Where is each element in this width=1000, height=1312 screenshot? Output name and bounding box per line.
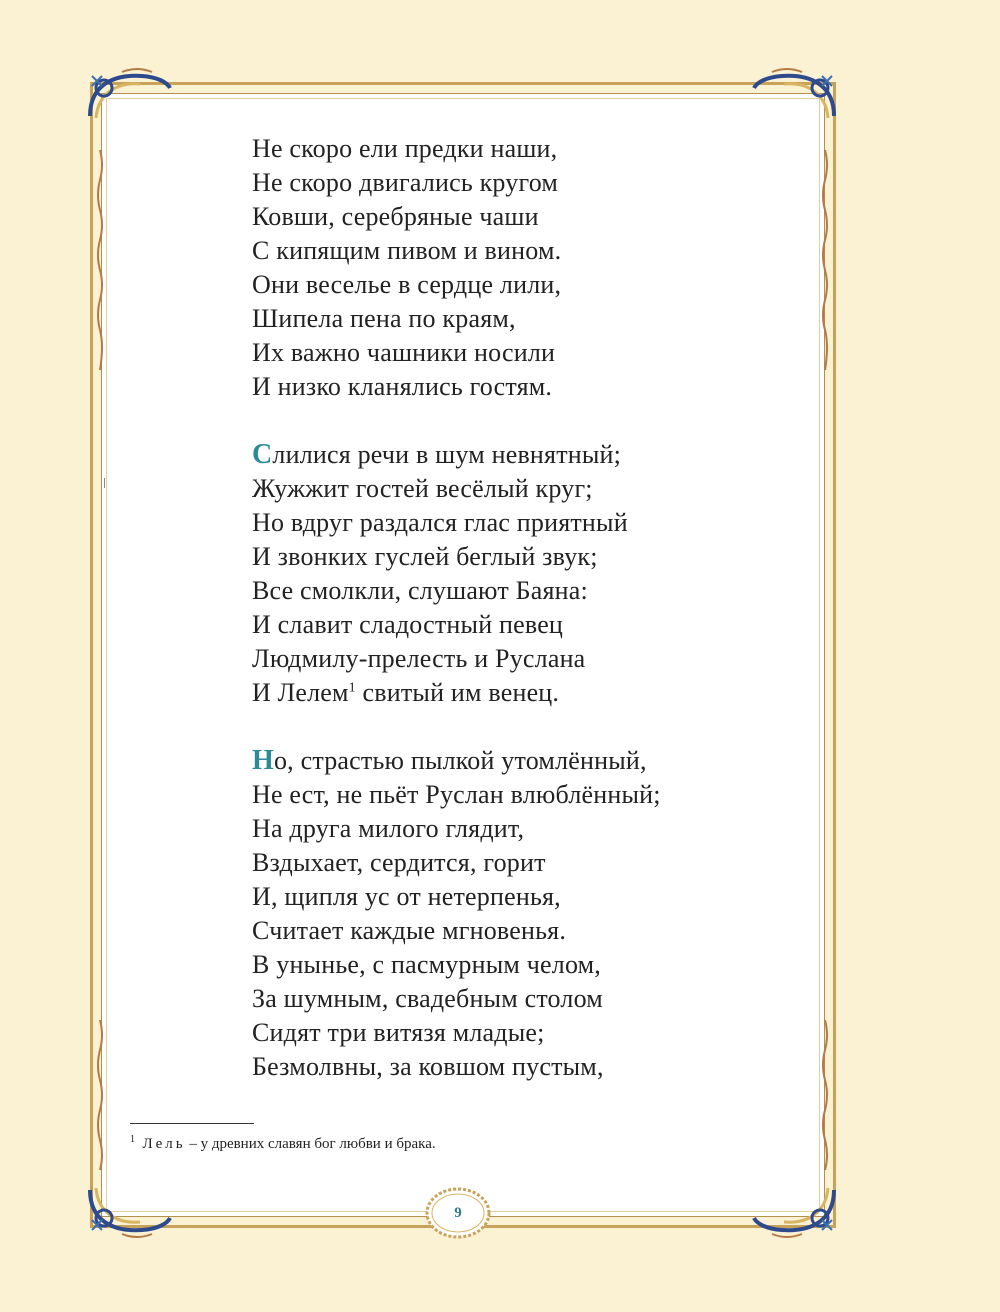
corner-ornament-bottom-left [82, 1180, 172, 1240]
poem-line: Не скоро двигались кругом [252, 168, 559, 197]
page-number: 9 [454, 1205, 462, 1221]
poem-line: И славит сладостный певец [252, 610, 564, 639]
poem-line: Не скоро ели предки наши, [252, 134, 558, 163]
stanza-1 [252, 132, 772, 404]
poem-line: И звонких гуслей беглый звук; [252, 542, 598, 571]
poem-line: В унынье, с пасмурным челом, [252, 950, 602, 979]
stanza-3 [252, 744, 772, 1084]
stanza-2 [252, 438, 772, 710]
corner-ornament-bottom-right [752, 1180, 842, 1240]
footnote-rule [130, 1123, 254, 1124]
chain-ornament-right-bottom [820, 1020, 830, 1170]
footnote-reference[interactable]: 1 [348, 680, 356, 696]
poem-text [252, 132, 772, 1118]
chain-ornament-left-top [95, 150, 105, 370]
corner-ornament-top-right [752, 66, 842, 126]
poem-line: Считает каждые мгновенья. [252, 916, 567, 945]
poem-line-last [252, 676, 772, 710]
poem-line: Безмолвны, за ковшом пустым, [252, 1052, 604, 1081]
poem-line-part: И Лелем [252, 678, 349, 707]
footnote-marker: 1 [130, 1134, 135, 1145]
poem-line: Все смолкли, слушают Баяна: [252, 576, 588, 605]
poem-line: Людмилу-прелесть и Руслана [252, 644, 586, 673]
poem-line: С кипящим пивом и вином. [252, 236, 562, 265]
drop-initial: Н [252, 745, 274, 776]
footnote [130, 1130, 436, 1154]
poem-line-rest: о, страстью пылкой утомлённый, [273, 746, 647, 775]
poem-line: И низко кланялись гостям. [252, 372, 553, 401]
corner-ornament-top-left [82, 66, 172, 126]
poem-line: Шипела пена по краям, [252, 304, 516, 333]
poem-line-first [252, 744, 772, 778]
poem-line: Ковши, серебряные чаши [252, 202, 539, 231]
poem-line-part: свитый им венец. [355, 678, 560, 707]
footnote-text: – у древних славян бог любви и брака. [185, 1136, 436, 1152]
poem-line: Вздыхает, сердится, горит [252, 848, 546, 877]
poem-line: Но вдруг раздался глас приятный [252, 508, 628, 537]
poem-line-rest: лилися речи в шум невнятный; [272, 440, 622, 469]
poem-line: На друга милого глядит, [252, 814, 525, 843]
poem-line: Они веселье в сердце лили, [252, 270, 562, 299]
chain-ornament-left-bottom [95, 1020, 105, 1170]
poem-line: Жужжит гостей весёлый круг; [252, 474, 593, 503]
edge-mark [104, 478, 105, 488]
drop-initial: С [252, 439, 273, 470]
poem-line: Сидят три витязя младые; [252, 1018, 545, 1047]
poem-line: Не ест, не пьёт Руслан влюблённый; [252, 780, 661, 809]
poem-line: Их важно чашники носили [252, 338, 556, 367]
footnote-term: Лель [142, 1136, 186, 1152]
poem-line-first [252, 438, 772, 472]
chain-ornament-right-top [820, 150, 830, 370]
poem-line: И, щипля ус от нетерпенья, [252, 882, 561, 911]
poem-line: За шумным, свадебным столом [252, 984, 603, 1013]
